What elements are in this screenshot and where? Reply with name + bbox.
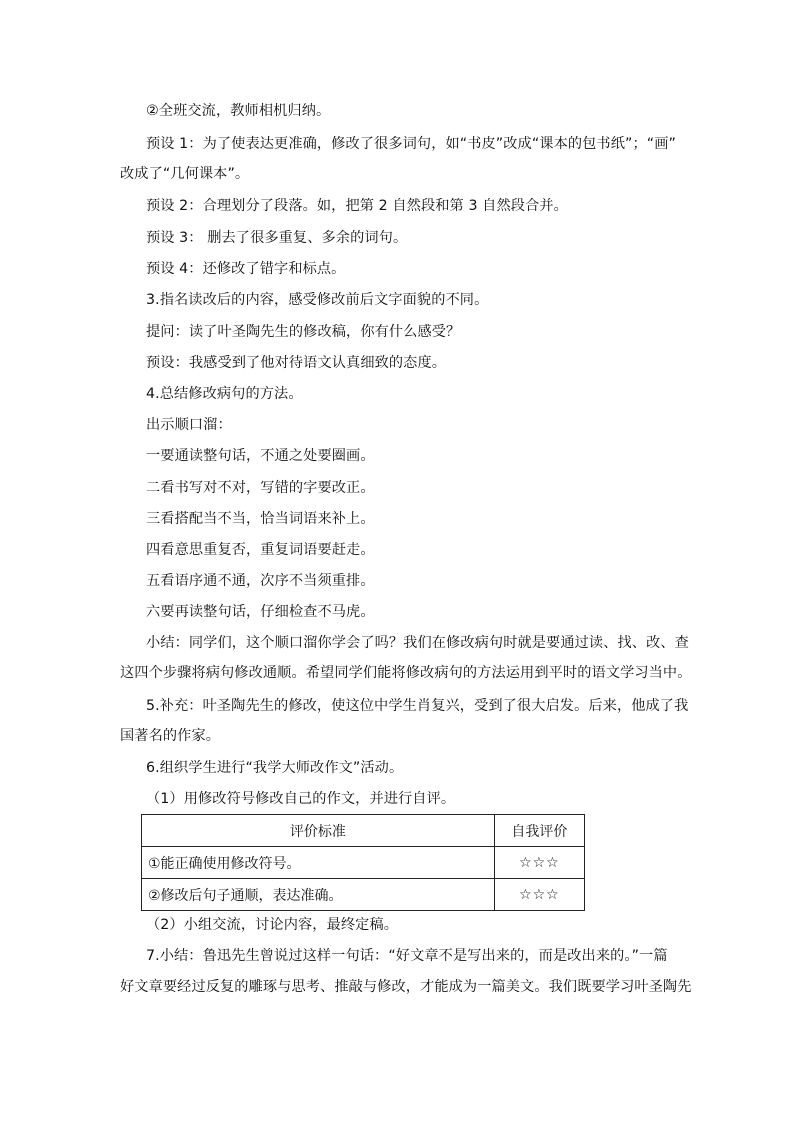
paragraph: 预设 2：合理划分了段落。如，把第 2 自然段和第 3 自然段合并。 [146, 198, 568, 214]
column-header-self-eval: 自我评价 [494, 815, 584, 847]
paragraph: （2）小组交流，讨论内容，最终定稿。 [146, 917, 399, 933]
paragraph: ②全班交流，教师相机归纳。 [146, 103, 331, 119]
rhyme-line: 六要再读整句话，仔细检查不马虎。 [146, 604, 375, 620]
criteria-cell: ①能正确使用修改符号。 [142, 847, 495, 879]
paragraph-continuation: 国著名的作家。 [120, 728, 221, 744]
paragraph-continuation: 改成了“几何课本”。 [120, 166, 250, 182]
paragraph-continuation: 好文章要经过反复的雕琢与思考、推敲与修改，才能成为一篇美文。我们既要学习叶圣陶先 [120, 979, 692, 995]
paragraph: 4.总结修改病句的方法。 [146, 386, 303, 402]
table-row [142, 879, 585, 911]
star-rating-cell: ☆☆☆ [494, 847, 584, 879]
criteria-cell: ②修改后句子通顺，表达准确。 [142, 879, 495, 911]
paragraph: 预设 1：为了使表达更准确，修改了很多词句，如“书皮”改成“课本的包书纸”；“画” [146, 136, 676, 152]
paragraph-continuation: 这四个步骤将病句修改通顺。希望同学们能将修改病句的方法运用到平时的语文学习当中。 [120, 665, 692, 681]
paragraph: 6.组织学生进行“我学大师改作文”活动。 [146, 760, 404, 776]
paragraph: 出示顺口溜： [146, 417, 232, 433]
paragraph: 7.小结：鲁迅先生曾说过这样一句话：“好文章不是写出来的，而是改出来的。”一篇 [146, 948, 668, 964]
paragraph: （1）用修改符号修改自己的作文，并进行自评。 [146, 791, 456, 807]
paragraph: 3.指名读改后的内容，感受修改前后文字面貌的不同。 [146, 292, 489, 308]
paragraph: 小结：同学们，这个顺口溜你学会了吗？我们在修改病句时就是要通过读、找、改、查 [146, 635, 689, 651]
paragraph: 提问：读了叶圣陶先生的修改稿，你有什么感受？ [146, 324, 461, 340]
rhyme-line: 一要通读整句话，不通之处要圈画。 [146, 448, 375, 464]
paragraph: 5.补充：叶圣陶先生的修改，使这位中学生肖复兴，受到了很大启发。后来，他成了我 [146, 698, 689, 714]
rhyme-line: 二看书写对不对，写错的字要改正。 [146, 480, 375, 496]
rhyme-line: 四看意思重复否，重复词语要赶走。 [146, 542, 375, 558]
evaluation-table [141, 814, 585, 911]
paragraph: 预设：我感受到了他对待语文认真细致的态度。 [146, 355, 447, 371]
star-rating-cell: ☆☆☆ [494, 879, 584, 911]
paragraph: 预设 3： 删去了很多重复、多余的词句。 [146, 230, 408, 246]
rhyme-line: 三看搭配当不当，恰当词语来补上。 [146, 511, 375, 527]
rhyme-line: 五看语序通不通，次序不当须重排。 [146, 573, 375, 589]
paragraph: 预设 4：还修改了错字和标点。 [146, 261, 346, 277]
table-row [142, 847, 585, 879]
table-header-row [142, 815, 585, 847]
column-header-criteria: 评价标准 [142, 815, 495, 847]
